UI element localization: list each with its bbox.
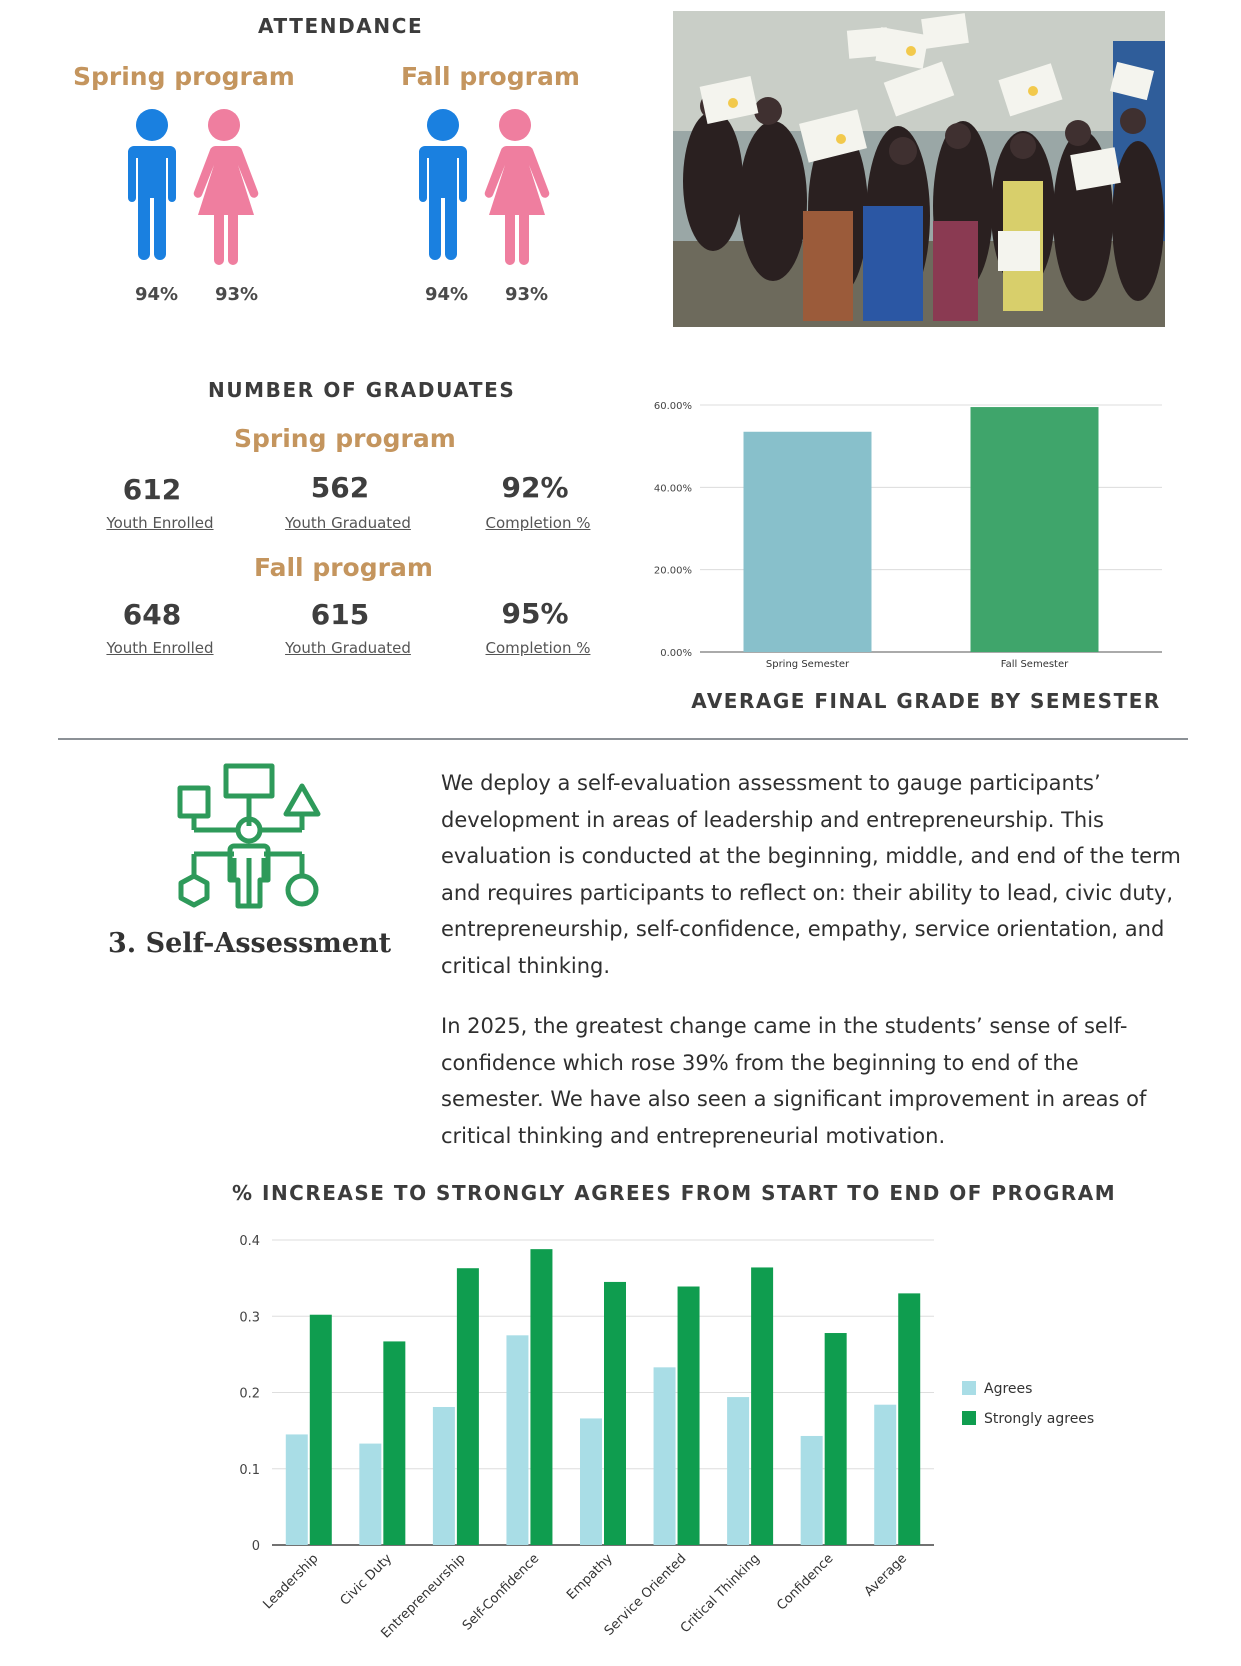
fall-completion-value: 95% xyxy=(501,597,569,630)
x-tick-label: Leadership xyxy=(260,1551,322,1613)
bar-average-agrees xyxy=(874,1405,896,1545)
bar-confidence-agrees xyxy=(801,1436,823,1545)
bar-civic-duty-agrees xyxy=(359,1444,381,1545)
x-tick-label: Critical Thinking xyxy=(677,1551,763,1637)
average-grade-chart xyxy=(640,390,1180,720)
y-tick-label: 60.00% xyxy=(653,401,692,412)
male-icon xyxy=(128,109,176,260)
fall-female-pct: 93% xyxy=(505,284,549,305)
section-divider xyxy=(58,738,1188,740)
x-tick-label: Service Oriented xyxy=(601,1551,690,1639)
self-assessment-title: 3. Self-Assessment xyxy=(108,928,392,959)
y-tick-label: 40.00% xyxy=(653,483,692,495)
graduates-heading: NUMBER OF GRADUATES xyxy=(208,378,516,402)
self-assessment-paragraph-2: In 2025, the greatest change came in the students’ sense of self-confidence which rose 39% from the beginning to end of the semester. We have also seen a significant improvement in areas of critical thinking and entrepreneurial motivation. xyxy=(441,1014,1147,1148)
bar-critical-thinking-agrees xyxy=(727,1397,749,1545)
bar-self-confidence-strongly-agrees xyxy=(530,1249,552,1545)
y-tick-label: 20.00% xyxy=(653,565,692,577)
strongly-agrees-increase-chart xyxy=(222,1175,1152,1660)
x-tick-label: Empathy xyxy=(564,1551,616,1603)
spring-enrolled-value: 612 xyxy=(122,473,182,506)
self-assessment-paragraph-1: We deploy a self-evaluation assessment to gauge participants’ development in areas of leadership and entrepreneurship. This evaluation is conducted at the beginning, middle, and end of the term and requires participants to reflect on: their ability to lead, civic duty, entrepreneurship, self-confidence, empathy, service orientation, and critical thinking. xyxy=(441,771,1181,978)
graduation-photo xyxy=(673,11,1165,327)
bar-entrepreneurship-strongly-agrees xyxy=(457,1268,479,1545)
x-tick-label: Confidence xyxy=(774,1551,837,1614)
bar-fall-semester xyxy=(971,407,1099,652)
x-tick-label: Civic Duty xyxy=(337,1551,396,1609)
fall-completion-label: Completion % xyxy=(485,639,591,657)
x-tick-label: Spring Semester xyxy=(765,659,850,670)
spring-enrolled-label: Youth Enrolled xyxy=(106,514,214,532)
attendance-spring-title: Spring program xyxy=(73,62,295,91)
graduation-photo-illustration xyxy=(673,11,1165,327)
bar-average-strongly-agrees xyxy=(898,1293,920,1545)
bar-entrepreneurship-agrees xyxy=(433,1407,455,1545)
org-chart-icon xyxy=(176,762,324,910)
bar-confidence-strongly-agrees xyxy=(825,1333,847,1545)
bar-leadership-strongly-agrees xyxy=(310,1315,332,1545)
bar-service-oriented-agrees xyxy=(654,1367,676,1545)
graduates-spring-title: Spring program xyxy=(234,424,456,453)
graduates-fall-title: Fall program xyxy=(254,553,433,582)
spring-completion-value: 92% xyxy=(501,471,569,504)
bar-self-confidence-agrees xyxy=(506,1335,528,1545)
x-tick-label: Average xyxy=(861,1551,911,1600)
chart-title: % INCREASE TO STRONGLY AGREES FROM START TO END OF PROGRAM xyxy=(232,1181,1117,1205)
bar-leadership-agrees xyxy=(286,1434,308,1545)
fall-graduated-value: 615 xyxy=(310,598,370,631)
fall-people-icons xyxy=(411,108,561,266)
fall-enrolled-label: Youth Enrolled xyxy=(106,639,214,657)
legend-swatch xyxy=(962,1411,976,1425)
x-tick-label: Entrepreneurship xyxy=(378,1551,469,1642)
spring-female-pct: 93% xyxy=(215,284,259,305)
spring-graduated-value: 562 xyxy=(310,471,370,504)
fall-male-pct: 94% xyxy=(425,284,469,305)
y-tick-label: 0.3 xyxy=(239,1310,260,1326)
spring-graduated-label: Youth Graduated xyxy=(285,514,411,532)
female-icon xyxy=(485,109,550,265)
bar-spring-semester xyxy=(744,432,872,652)
y-tick-label: 0.4 xyxy=(239,1234,260,1249)
legend-label: Agrees xyxy=(984,1381,1033,1397)
x-tick-label: Fall Semester xyxy=(1000,659,1069,670)
spring-people-icons xyxy=(120,108,270,266)
y-tick-label: 0.2 xyxy=(239,1386,260,1402)
y-tick-label: 0.1 xyxy=(239,1462,260,1478)
bar-empathy-strongly-agrees xyxy=(604,1282,626,1545)
bar-service-oriented-strongly-agrees xyxy=(678,1287,700,1545)
legend-label: Strongly agrees xyxy=(984,1411,1095,1427)
spring-male-pct: 94% xyxy=(135,284,179,305)
spring-completion-label: Completion % xyxy=(485,514,591,532)
y-tick-label: 0 xyxy=(251,1539,260,1554)
female-icon xyxy=(194,109,259,265)
bar-empathy-agrees xyxy=(580,1418,602,1545)
legend-swatch xyxy=(962,1381,976,1395)
bar-civic-duty-strongly-agrees xyxy=(383,1341,405,1545)
y-tick-label: 0.00% xyxy=(660,648,692,659)
fall-graduated-label: Youth Graduated xyxy=(285,639,411,657)
fall-enrolled-value: 648 xyxy=(122,598,182,631)
bar-critical-thinking-strongly-agrees xyxy=(751,1267,773,1545)
attendance-heading: ATTENDANCE xyxy=(258,14,424,38)
attendance-fall-title: Fall program xyxy=(401,62,580,91)
male-icon xyxy=(419,109,467,260)
chart-title: AVERAGE FINAL GRADE BY SEMESTER xyxy=(691,689,1161,713)
x-tick-label: Self-Confidence xyxy=(459,1551,543,1634)
